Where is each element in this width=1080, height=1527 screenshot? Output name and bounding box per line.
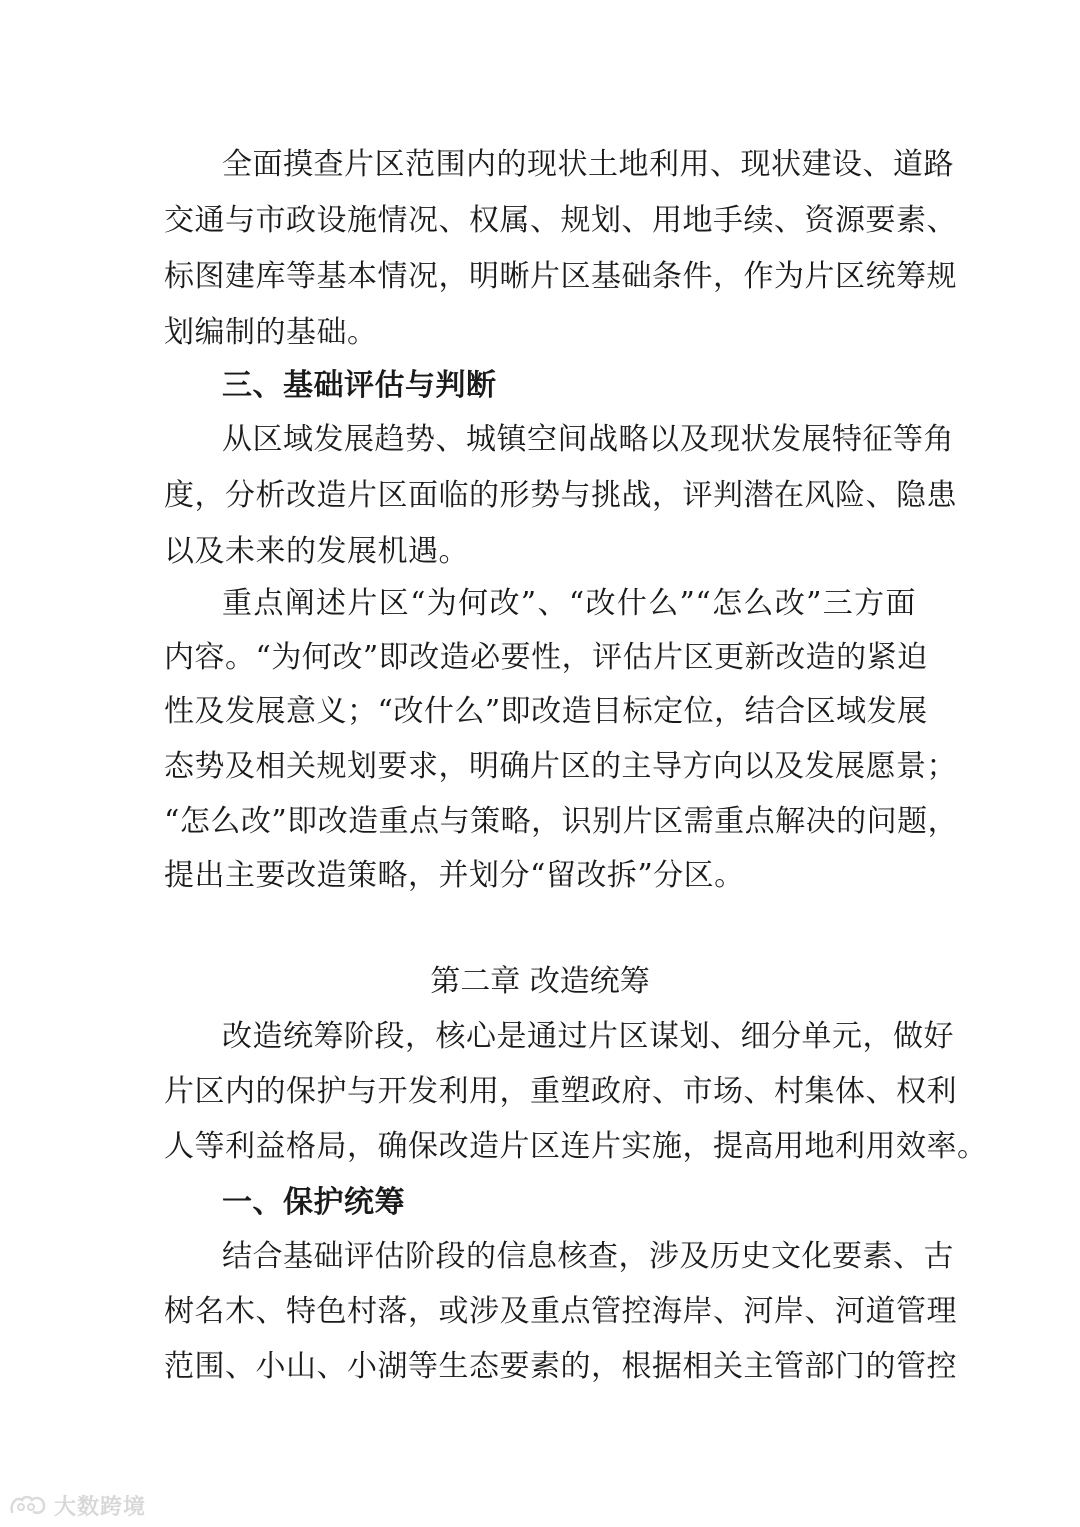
watermark-logo-icon [8, 1492, 48, 1518]
body-line: 改造统筹阶段，核心是通过片区谋划、细分单元，做好 [222, 1019, 954, 1054]
body-line: 交通与市政设施情况、权属、规划、用地手续、资源要素、 [164, 203, 957, 238]
body-line: 从区域发展趋势、城镇空间战略以及现状发展特征等角 [222, 422, 954, 457]
body-line: 人等利益格局，确保改造片区连片实施，提高用地利用效率。 [164, 1129, 988, 1164]
body-line: 提出主要改造策略，并划分“留改拆”分区。 [164, 858, 745, 893]
chapter-title: 第二章 改造统筹 [430, 964, 650, 999]
body-line: 性及发展意义；“改什么”即改造目标定位，结合区域发展 [164, 694, 928, 729]
body-line: 重点阐述片区“为何改”、“改什么”“怎么改”三方面 [222, 586, 916, 621]
body-line: 结合基础评估阶段的信息核查，涉及历史文化要素、古 [222, 1239, 954, 1274]
body-line: 内容。“为何改”即改造必要性，评估片区更新改造的紧迫 [164, 640, 928, 675]
body-line: 全面摸查片区范围内的现状土地利用、现状建设、道路 [222, 147, 954, 182]
body-line: 树名木、特色村落，或涉及重点管控海岸、河岸、河道管理 [164, 1294, 957, 1329]
watermark-text: 大数跨境 [54, 1494, 147, 1520]
section-heading: 一、保护统筹 [222, 1185, 405, 1220]
body-line: 以及未来的发展机遇。 [164, 534, 469, 569]
section-heading: 三、基础评估与判断 [222, 368, 497, 403]
body-line: 度，分析改造片区面临的形势与挑战，评判潜在风险、隐患 [164, 478, 957, 513]
body-line: 范围、小山、小湖等生态要素的，根据相关主管部门的管控 [164, 1349, 957, 1384]
body-line: 态势及相关规划要求，明确片区的主导方向以及发展愿景； [164, 749, 957, 784]
body-line: “怎么改”即改造重点与策略，识别片区需重点解决的问题， [164, 804, 959, 839]
body-line: 标图建库等基本情况，明晰片区基础条件，作为片区统筹规 [164, 259, 957, 294]
body-line: 片区内的保护与开发利用，重塑政府、市场、村集体、权利 [164, 1074, 957, 1109]
body-line: 划编制的基础。 [164, 315, 378, 350]
watermark [8, 1488, 146, 1522]
